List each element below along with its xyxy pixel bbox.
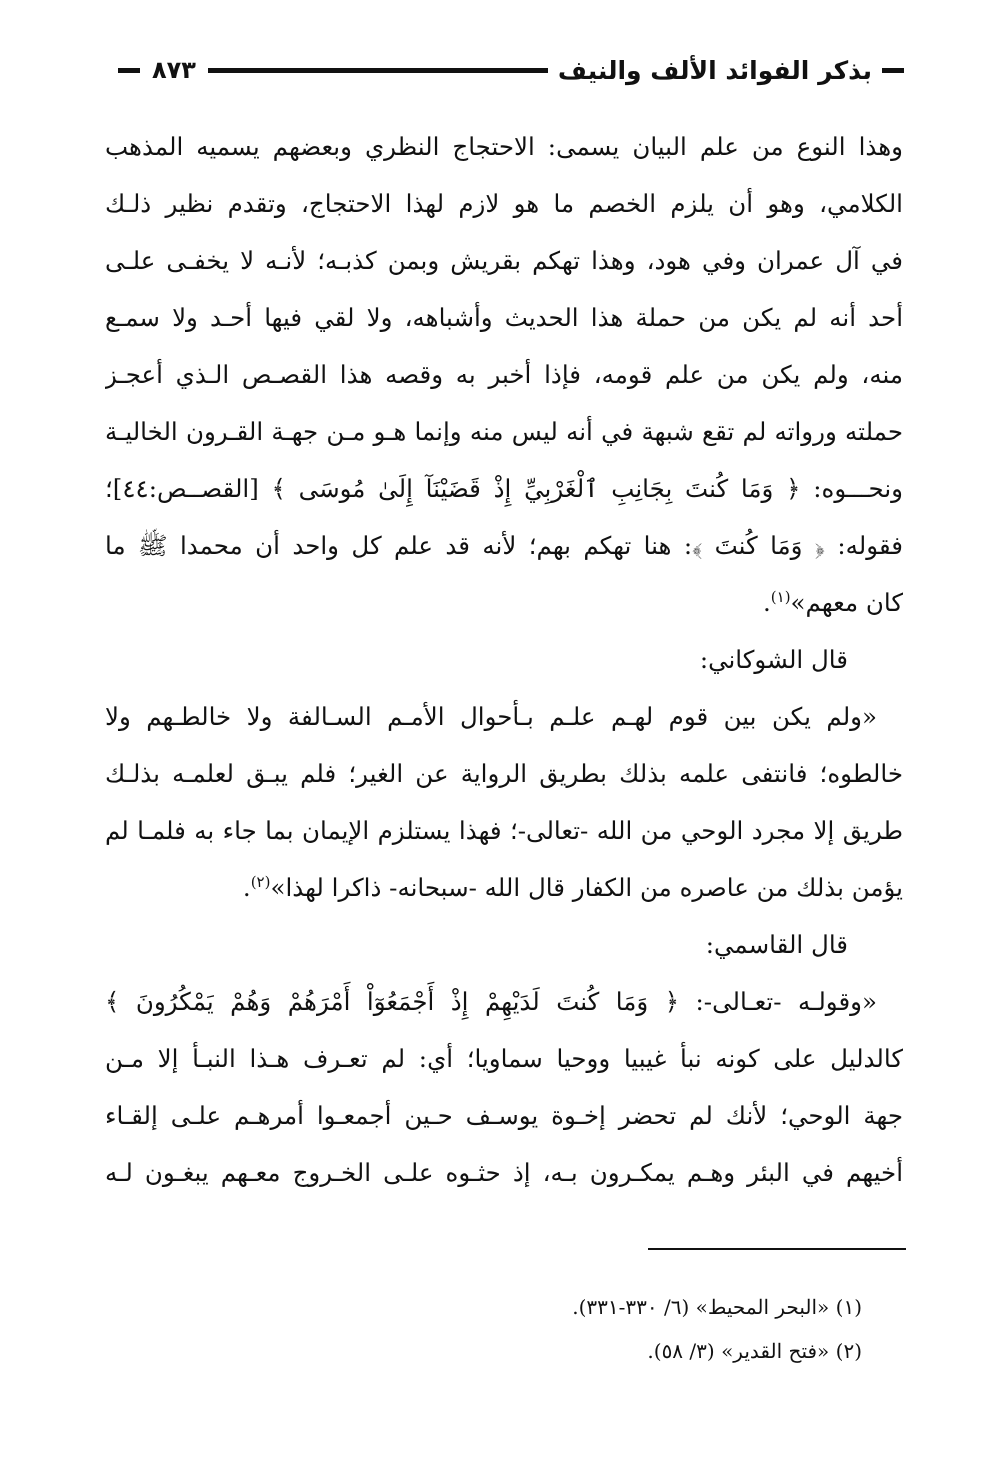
footnotes: [400, 1285, 862, 1373]
page-number: ٨٧٣: [152, 56, 196, 84]
text-line: في آل عمران وفي هود، وهذا تهكم بقريش وبمن كذبـه؛ لأنـه لا يخفـى علـى: [105, 246, 903, 275]
text-line: حملته ورواته لم تقع شبهة في أنه ليس منه وإنما هـو مـن جهـة القـرون الخاليـة: [105, 417, 903, 446]
line-text: يؤمن بذلك من عاصره من الكفار قال الله -سبحانه- ذاكرا لهذا»: [270, 873, 903, 902]
main-text: [105, 118, 903, 1201]
text-line: كان معهم»$^{(١)}$.: [762, 587, 903, 617]
footnote-2: (٢) «فتح القدير» (٣/ ٥٨).: [647, 1339, 862, 1363]
footnote-mark-1: (١): [770, 587, 791, 606]
footnote-1: (١) «البحر المحيط» (٦/ ٣٣٠-٣٣١).: [572, 1295, 862, 1319]
header-title: بذكر الفوائد الألف والنيف: [557, 55, 872, 85]
footnote-mark-2: (٢): [250, 872, 271, 891]
text-line: جهة الوحي؛ لأنك لم تحضر إخـوة يوسـف حـين أجمعـوا أمرهـم علـى إلقـاء: [105, 1101, 903, 1130]
text-line: ونحـــوه: ﴿ وَمَا كُنتَ بِجَانِبِ ٱلْغَرْبِيِّ إِذْ قَضَيْنَآ إِلَىٰ مُوسَى ﴾ [القصــص:٤٤]؛: [105, 474, 903, 503]
quote-heading-shawkani: قال الشوكاني:: [699, 645, 848, 674]
quote-heading-qasimi: قال القاسمي:: [705, 930, 848, 959]
header-dash-left: [118, 68, 140, 73]
footnote-separator: [648, 1248, 906, 1250]
text-line: أخيهم في البئر وهـم يمكـرون بـه، إذ حثـوه علـى الخـروج معـهم يبغـون لـه: [105, 1158, 903, 1187]
text-line: أحد أنه لم يكن من حملة هذا الحديث وأشباهه، ولا لقي فيها أحـد ولا سمـع: [105, 303, 903, 332]
text-line: وهذا النوع من علم البيان يسمى: الاحتجاج النظري وبعضهم يسميه المذهب: [105, 132, 903, 161]
text-line: كالدليل على كونه نبأ غيبيا ووحيا سماويا؛ أي: لم تعـرف هـذا النبـأ إلا مـن: [105, 1044, 903, 1073]
text-line: «وقولـه -تعـالى-: ﴿ وَمَا كُنتَ لَدَيْهِمْ إِذْ أَجْمَعُوٓاْ أَمْرَهُمْ وَهُمْ يَمْكُرُونَ ﴾: [105, 987, 877, 1016]
line-text: كان معهم»: [790, 588, 903, 617]
text-line: «ولم يكن بين قوم لهـم علـم بـأحوال الأمـم السـالفة ولا خالطـهم ولا: [105, 702, 877, 731]
text-line: منه، ولم يكن من علم قومه، فإذا أخبر به وقصه هذا القصـص الـذي أعجـز: [105, 360, 903, 389]
running-header: [118, 50, 904, 90]
text-line: يؤمن بذلك من عاصره من الكفار قال الله -سبحانه- ذاكرا لهذا»$^{(٢)}$.: [242, 872, 903, 902]
header-dash-right: [882, 68, 904, 73]
header-rule: [208, 68, 548, 73]
text-line: خالطوه؛ فانتفى علمه بذلك بطريق الرواية عن الغير؛ فلم يبـق لعلمـه بذلـك: [105, 759, 903, 788]
text-line: فقوله: ﴿ وَمَا كُنتَ ﴾: هنا تهكم بهم؛ لأنه قد علم كل واحد أن محمدا ﷺ ما: [105, 531, 903, 560]
text-line: طريق إلا مجرد الوحي من الله -تعالى-؛ فهذا يستلزم الإيمان بما جاء به فلمـا لم: [105, 816, 903, 845]
text-line: الكلامي، وهو أن يلزم الخصم ما هو لازم لهذا الاحتجاج، وتقدم نظير ذلـك: [105, 189, 903, 218]
